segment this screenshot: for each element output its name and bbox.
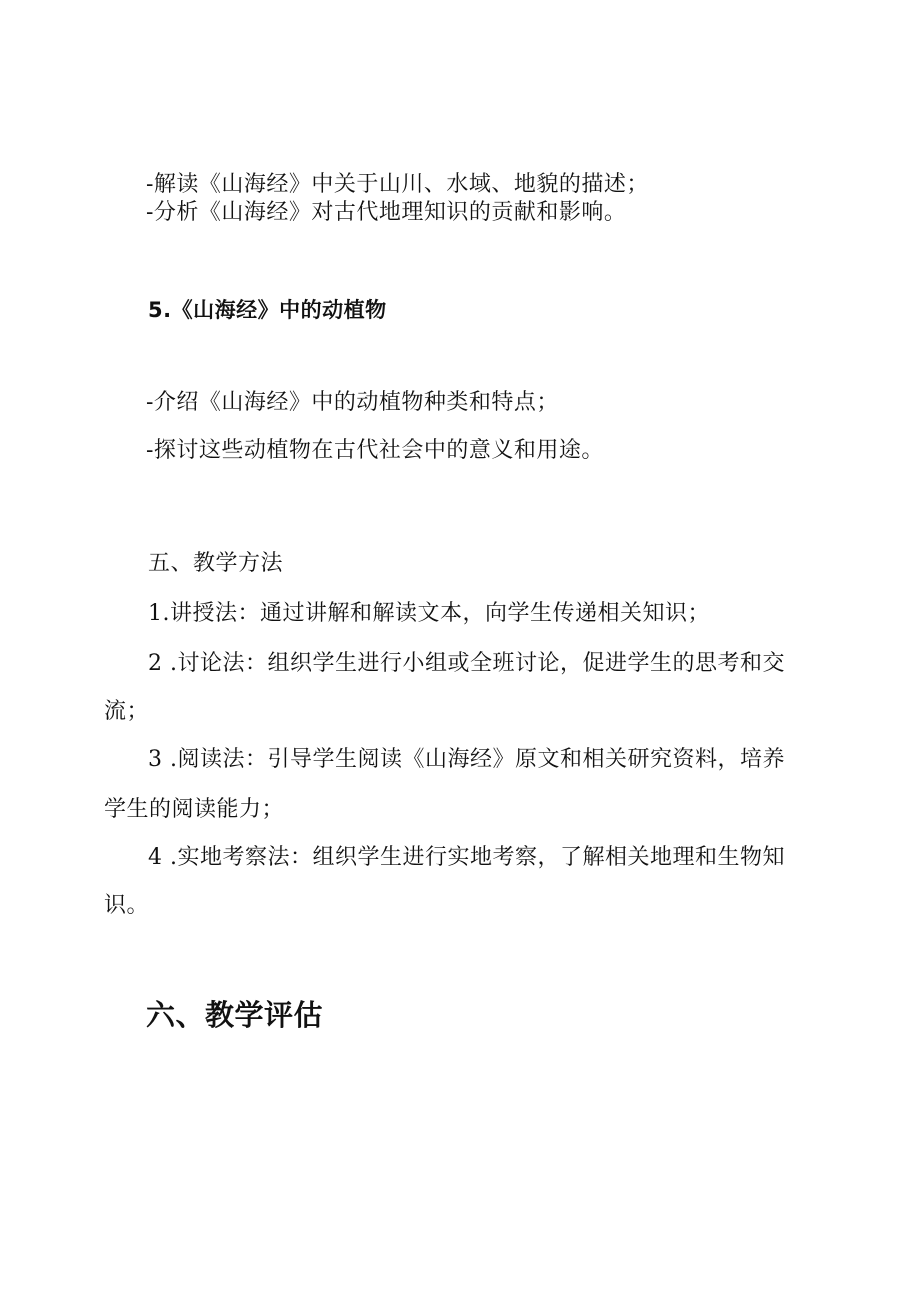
method-discussion-line2: 流；	[104, 699, 150, 724]
method-lecture: 1.讲授法：通过讲解和解读文本，向学生传递相关知识；	[148, 601, 710, 626]
section-heading-teaching-evaluation: 六、教学评估	[146, 998, 324, 1032]
flora-fauna-item-introduce: -介绍《山海经》中的动植物种类和特点；	[146, 390, 559, 415]
flora-fauna-item-discuss: -探讨这些动植物在古代社会中的意义和用途。	[146, 438, 604, 463]
section-heading-flora-fauna: 5.《山海经》中的动植物	[148, 298, 387, 322]
geography-item-interpret: -解读《山海经》中关于山川、水域、地貌的描述；	[146, 172, 649, 197]
method-reading-line1: 3 .阅读法：引导学生阅读《山海经》原文和相关研究资料，培养	[148, 747, 785, 772]
method-discussion-line1: 2 .讨论法：组织学生进行小组或全班讨论，促进学生的思考和交	[148, 651, 785, 676]
method-fieldwork-line2: 识。	[104, 893, 150, 918]
geography-item-analyze: -分析《山海经》对古代地理知识的贡献和影响。	[146, 200, 627, 225]
section-heading-teaching-methods: 五、教学方法	[148, 551, 284, 576]
method-fieldwork-line1: 4 .实地考察法：组织学生进行实地考察，了解相关地理和生物知	[148, 845, 785, 870]
method-reading-line2: 学生的阅读能力；	[104, 797, 285, 822]
